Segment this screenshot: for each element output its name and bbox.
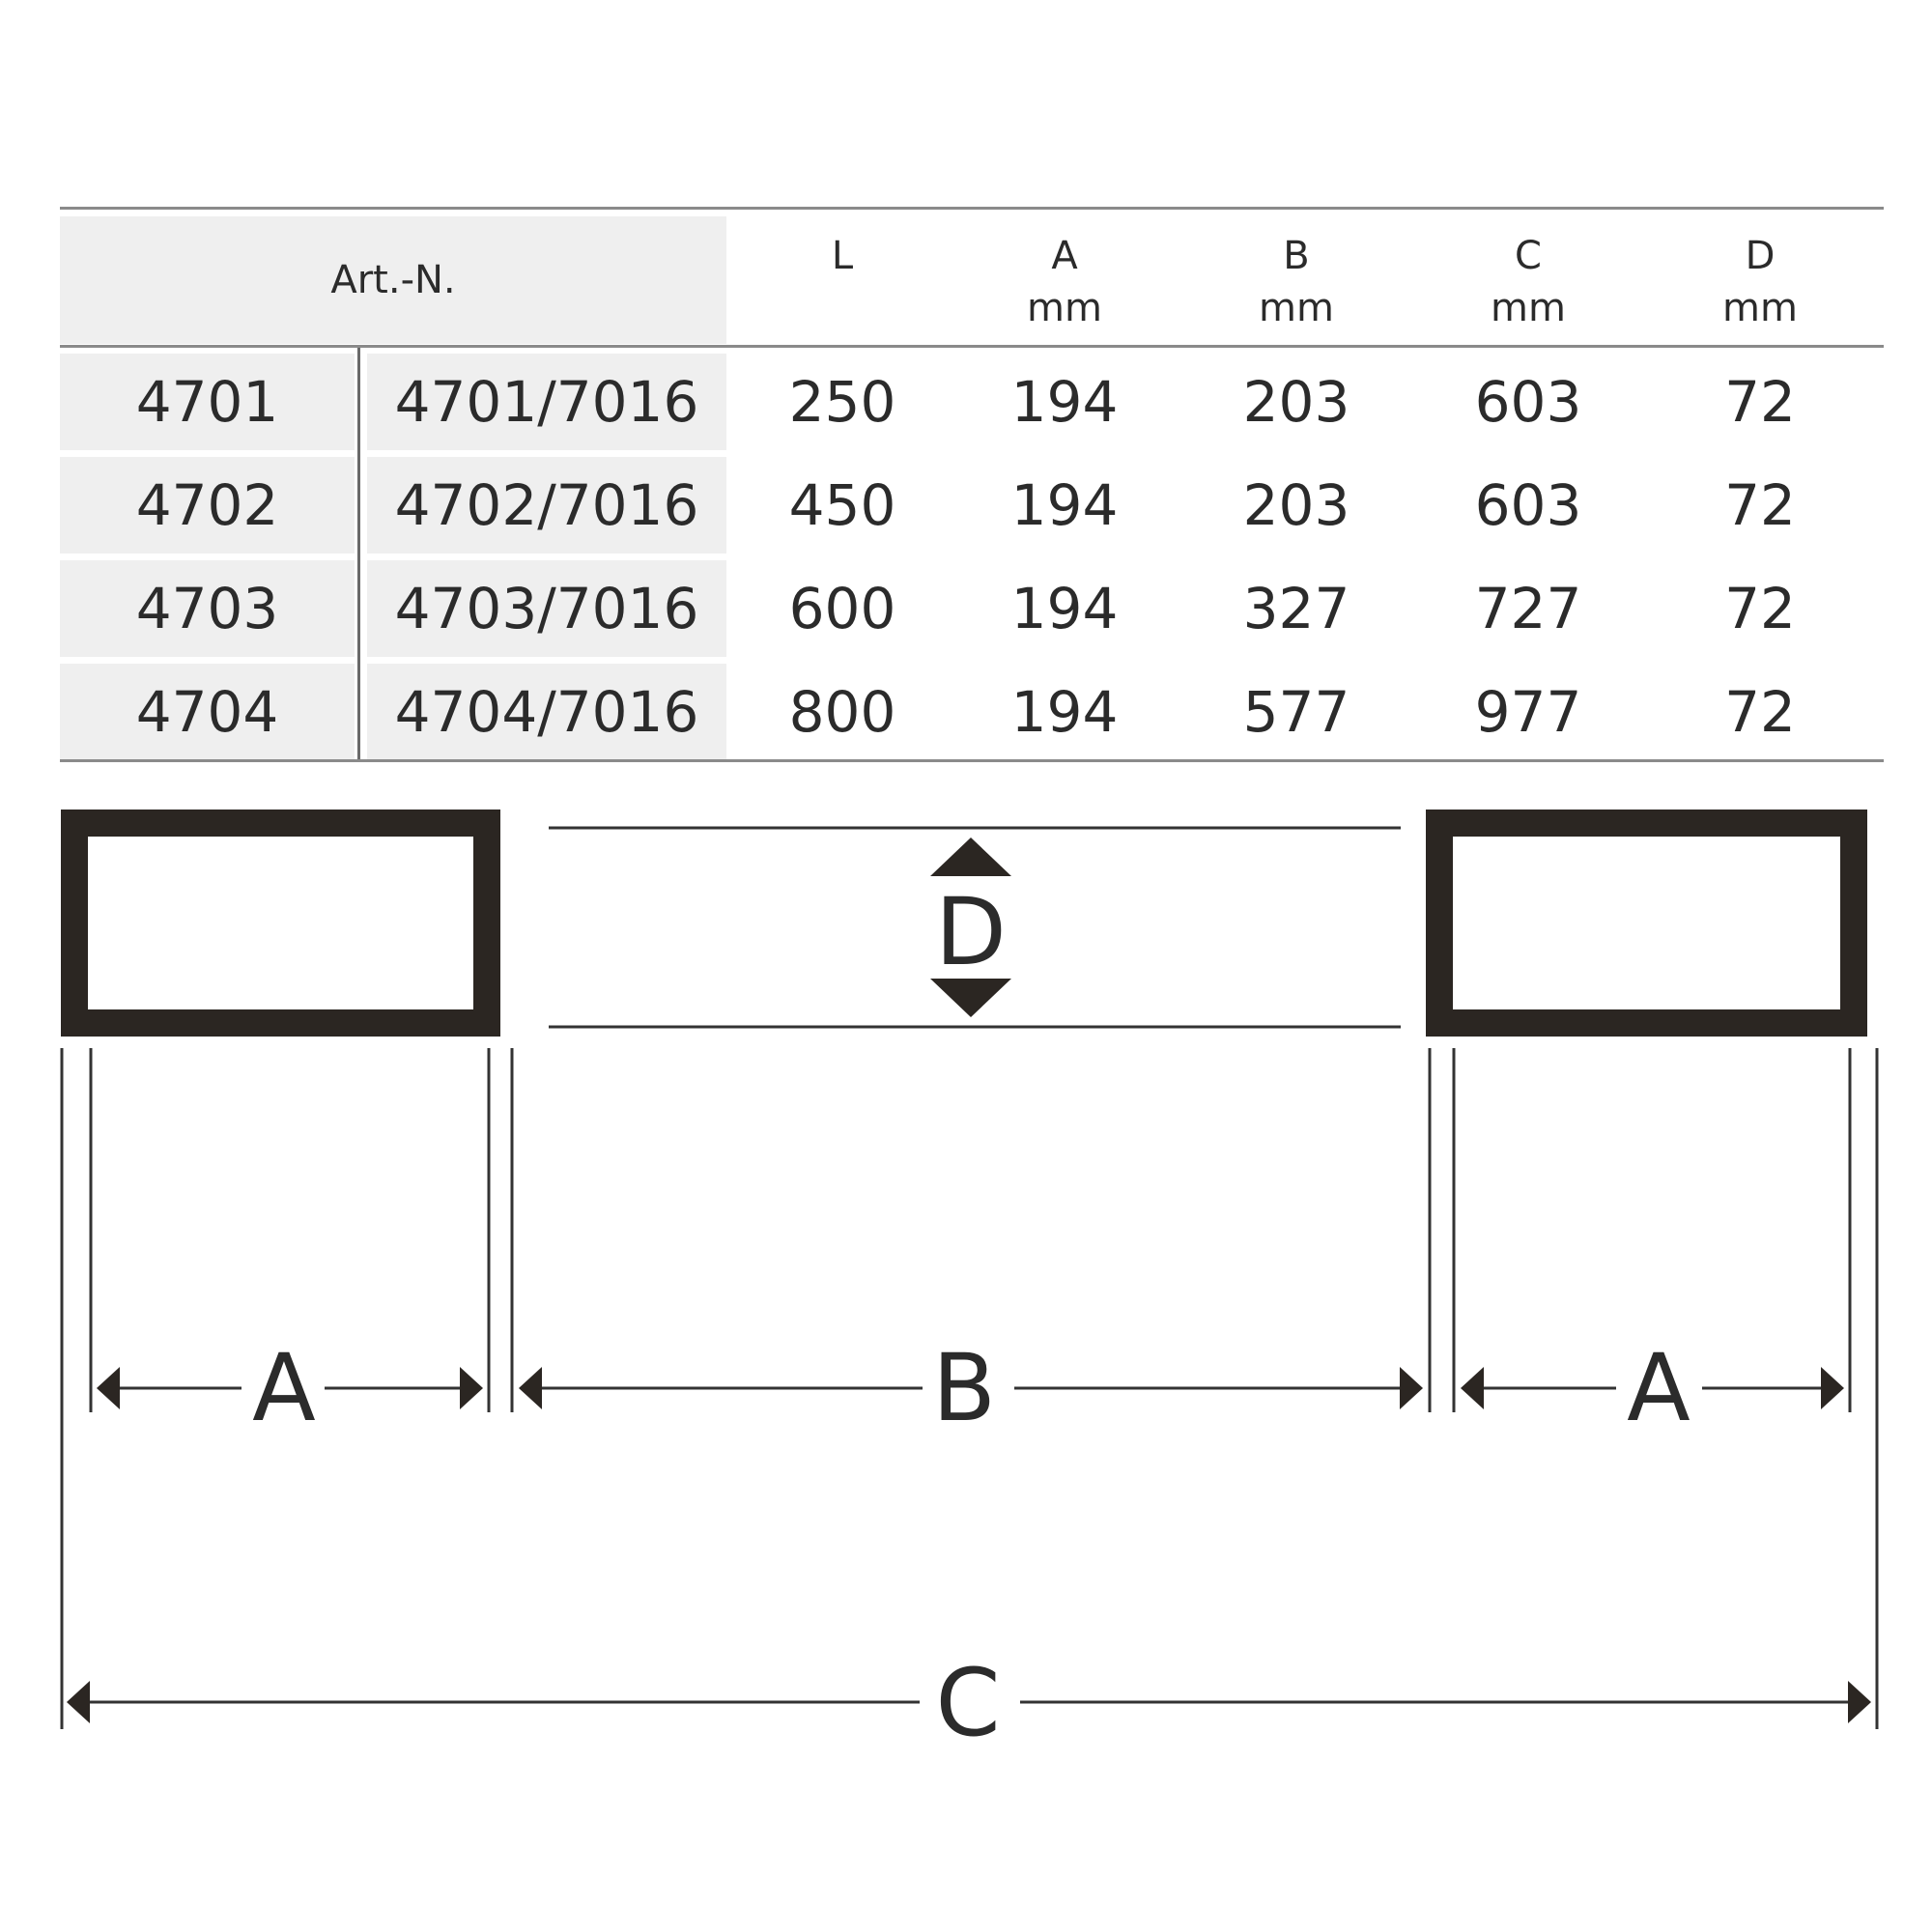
column-header-unit: mm bbox=[1491, 286, 1566, 330]
table-row-3-a: 194 bbox=[1010, 576, 1119, 641]
dimension-label-d: D bbox=[935, 878, 1007, 986]
table-row-3-d: 72 bbox=[1724, 576, 1796, 641]
right-leg-profile bbox=[1439, 823, 1854, 1023]
left-leg-profile bbox=[74, 823, 487, 1023]
table-row-4-c: 977 bbox=[1474, 679, 1582, 745]
column-header-label: L bbox=[831, 234, 854, 278]
column-header-label: A bbox=[1051, 234, 1078, 278]
table-row-3-art: 4703 bbox=[60, 560, 355, 657]
column-header-label: B bbox=[1283, 234, 1310, 278]
table-row-2-b: 203 bbox=[1242, 472, 1350, 538]
table-row-4-art: 4704 bbox=[60, 664, 355, 760]
dimension-label-a-left: A bbox=[252, 1334, 316, 1442]
table-row-2-a: 194 bbox=[1010, 472, 1119, 538]
table-row-2-l: 450 bbox=[788, 472, 896, 538]
table-row-4-art-color: 4704/7016 bbox=[367, 664, 726, 760]
table-row-1-l: 250 bbox=[788, 369, 896, 435]
table-row-2-art-color: 4702/7016 bbox=[367, 457, 726, 554]
column-header-unit: mm bbox=[1027, 286, 1102, 330]
dimension-label-c: C bbox=[935, 1649, 1001, 1757]
table-row-2-art: 4702 bbox=[60, 457, 355, 554]
art-no-header-label: Art.-N. bbox=[330, 258, 456, 302]
dimension-label-a-right: A bbox=[1627, 1334, 1690, 1442]
table-row-3-art-color: 4703/7016 bbox=[367, 560, 726, 657]
table-row-1-art-color: 4701/7016 bbox=[367, 354, 726, 450]
table-row-1-art: 4701 bbox=[60, 354, 355, 450]
table-row-3-c: 727 bbox=[1474, 576, 1582, 641]
table-row-4-b: 577 bbox=[1242, 679, 1350, 745]
table-row-3-l: 600 bbox=[788, 576, 896, 641]
table-row-2-c: 603 bbox=[1474, 472, 1582, 538]
table-row-4-d: 72 bbox=[1724, 679, 1796, 745]
table-row-4-a: 194 bbox=[1010, 679, 1119, 745]
column-header-label: D bbox=[1745, 234, 1776, 278]
table-row-1-c: 603 bbox=[1474, 369, 1582, 435]
column-header-unit: mm bbox=[1722, 286, 1798, 330]
table-row-4-l: 800 bbox=[788, 679, 896, 745]
column-header-unit: mm bbox=[1259, 286, 1334, 330]
column-header-label: C bbox=[1515, 234, 1542, 278]
table-row-1-a: 194 bbox=[1010, 369, 1119, 435]
table-row-3-b: 327 bbox=[1242, 576, 1350, 641]
dimension-label-b: B bbox=[932, 1334, 996, 1442]
table-row-1-b: 203 bbox=[1242, 369, 1350, 435]
table-row-2-d: 72 bbox=[1724, 472, 1796, 538]
table-row-1-d: 72 bbox=[1724, 369, 1796, 435]
